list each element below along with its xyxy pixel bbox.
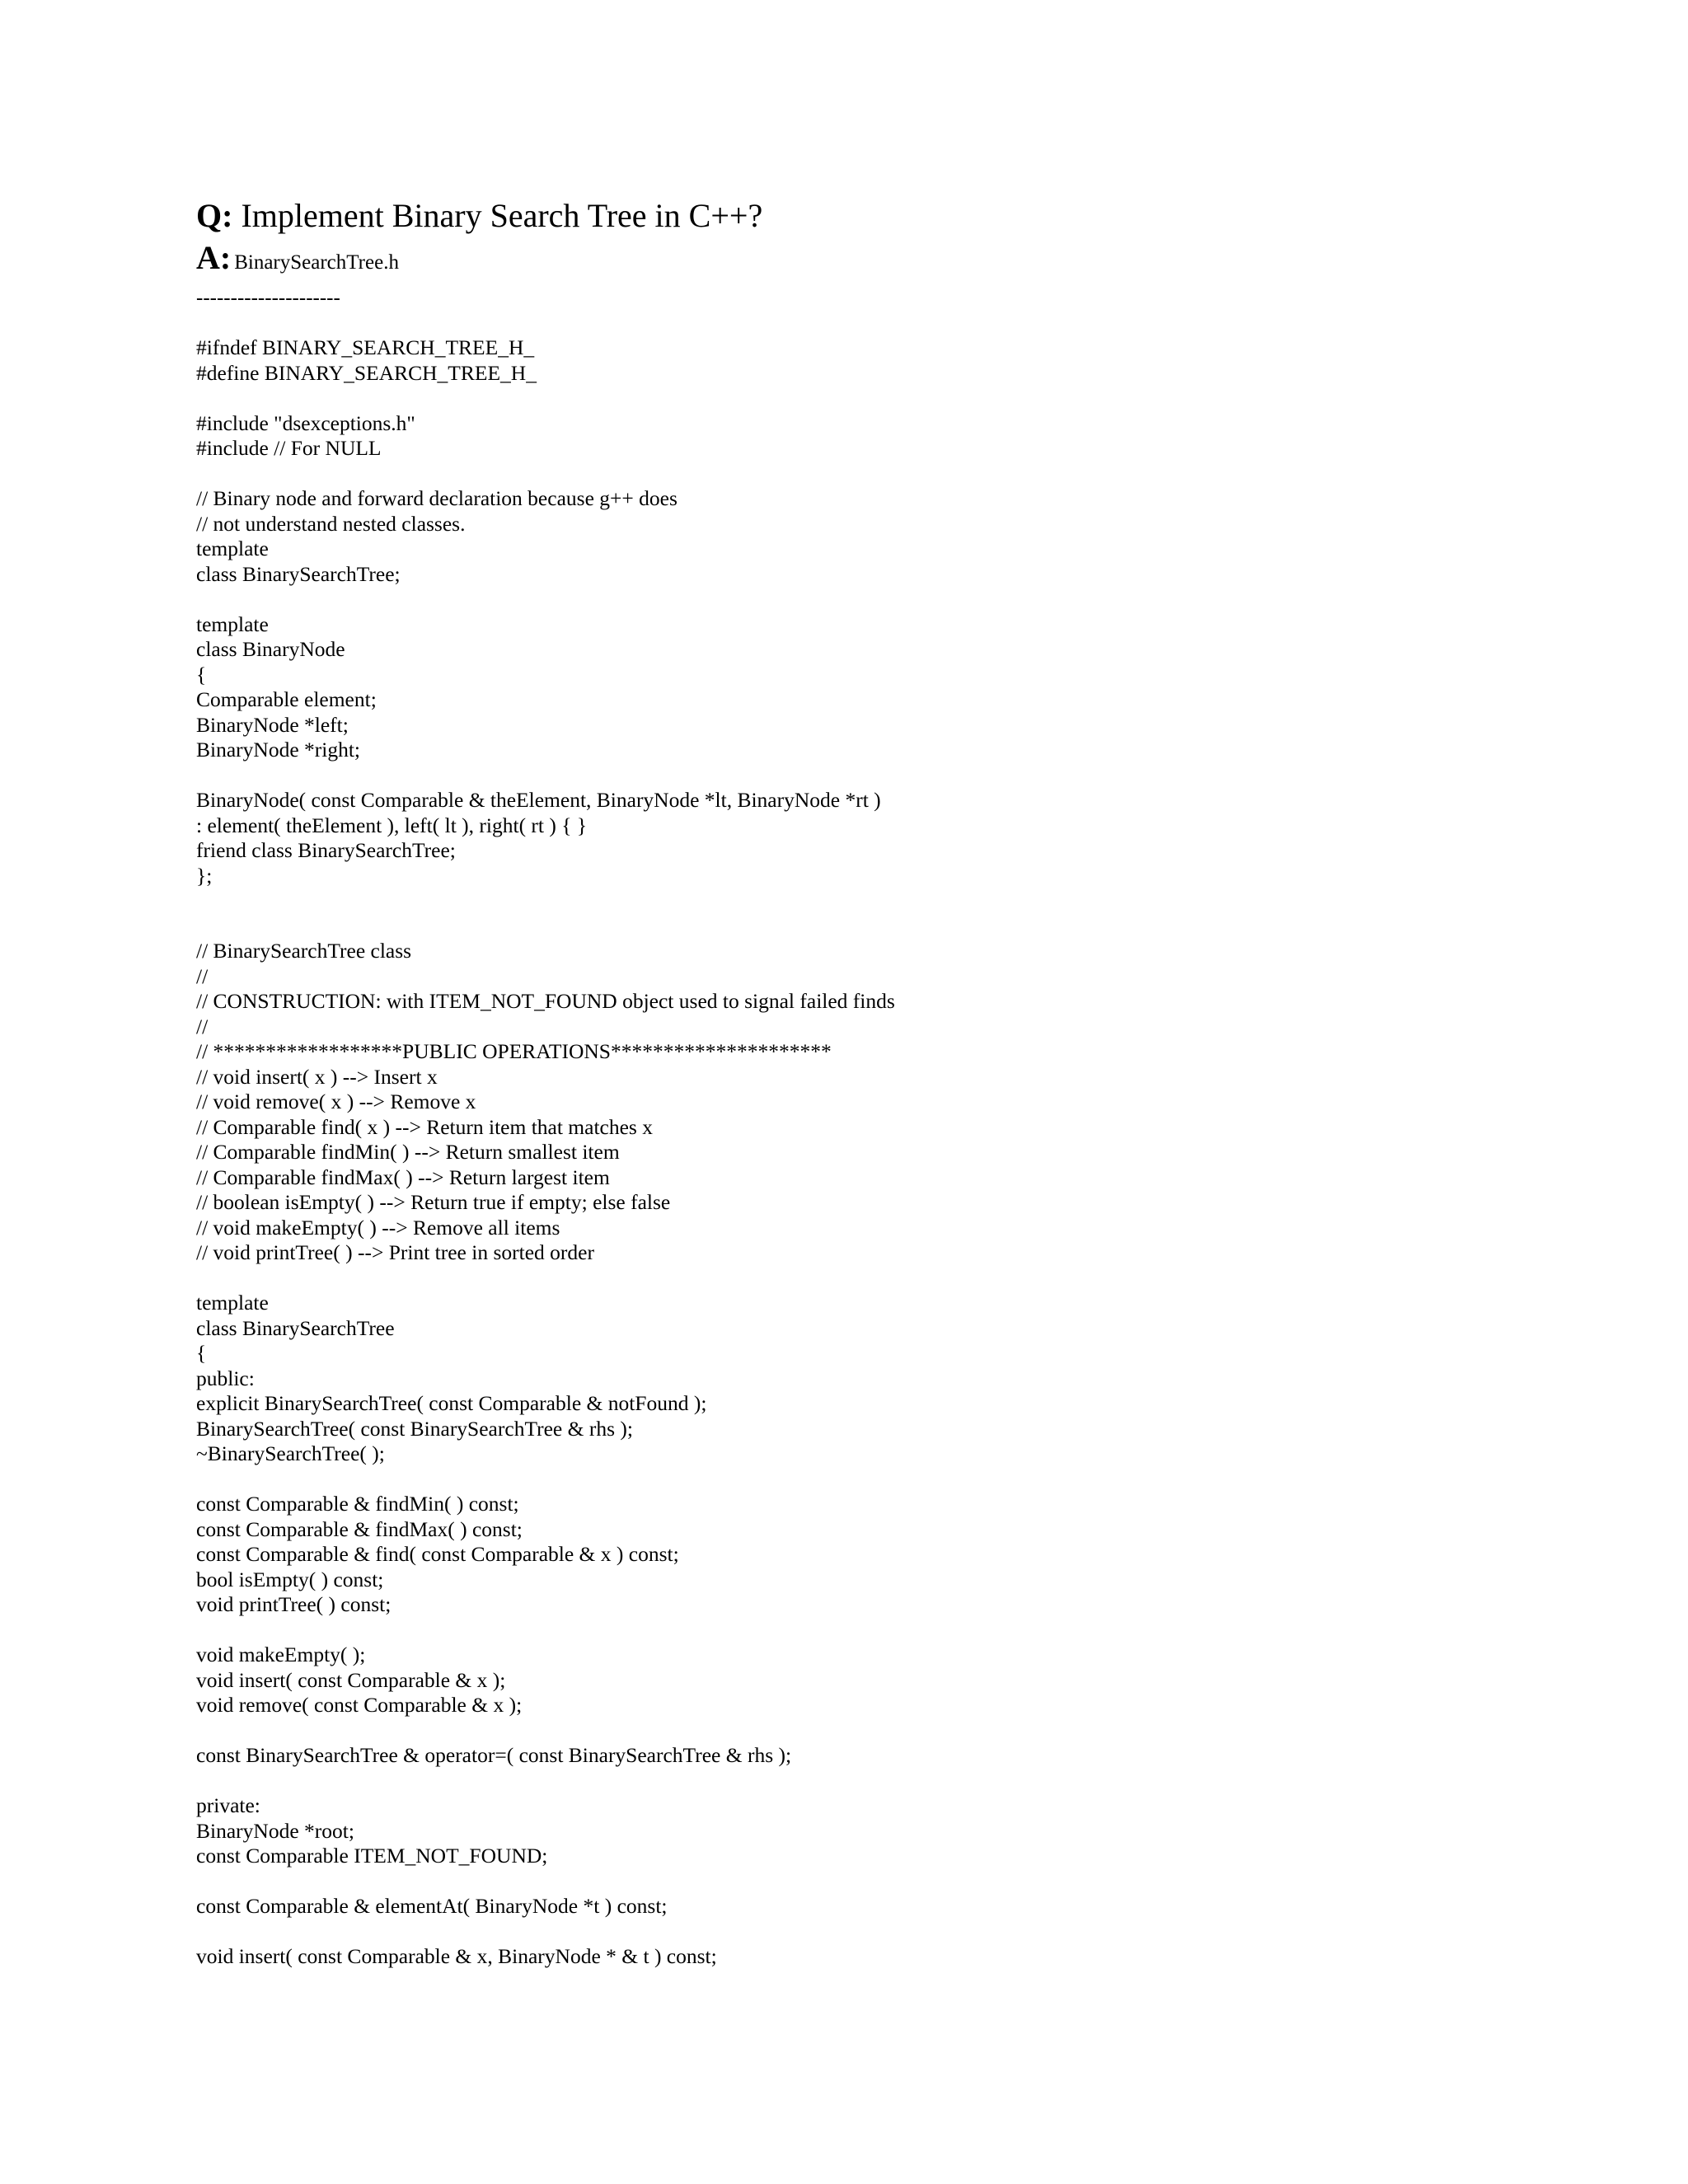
code-line: BinaryNode *left; — [196, 712, 349, 737]
code-line: BinaryNode *right; — [196, 738, 361, 762]
code-line: class BinaryNode — [196, 637, 345, 661]
code-line: const Comparable & findMax( ) const; — [196, 1516, 523, 1541]
question-text: Implement Binary Search Tree in C++? — [232, 197, 763, 234]
code-line: class BinarySearchTree; — [196, 561, 401, 586]
code-line: void insert( const Comparable & x ); — [196, 1667, 506, 1692]
code-block — [196, 335, 1597, 1970]
code-line — [196, 888, 1597, 914]
code-line — [196, 914, 1597, 940]
code-line: // boolean isEmpty( ) --> Return true if empty; else false — [196, 1190, 671, 1214]
question-heading — [196, 194, 1597, 237]
code-line: #define BINARY_SEARCH_TREE_H_ — [196, 360, 537, 385]
code-line — [196, 1919, 1597, 1945]
code-line: // void makeEmpty( ) --> Remove all items — [196, 1215, 560, 1240]
code-line — [196, 763, 1597, 789]
code-line: // — [196, 963, 209, 988]
code-line: BinarySearchTree( const BinarySearchTree & rhs ); — [196, 1416, 633, 1441]
code-line: void remove( const Comparable & x ); — [196, 1693, 523, 1717]
separator-line: --------------------- — [196, 287, 340, 309]
code-line — [196, 1467, 1597, 1493]
code-line: #ifndef BINARY_SEARCH_TREE_H_ — [196, 335, 535, 359]
code-line: { — [196, 662, 207, 687]
code-line: : element( theElement ), left( lt ), right( rt ) { } — [196, 813, 588, 837]
code-line: // not understand nested classes. — [196, 511, 466, 536]
code-line: const Comparable & elementAt( BinaryNode *t ) const; — [196, 1894, 668, 1918]
code-line: const Comparable & findMin( ) const; — [196, 1492, 519, 1516]
answer-heading — [196, 237, 1597, 286]
code-line — [196, 1718, 1597, 1744]
code-line — [196, 462, 1597, 487]
code-line: // Comparable findMax( ) --> Return largest item — [196, 1165, 610, 1189]
code-line: friend class BinarySearchTree; — [196, 838, 456, 862]
code-line: Comparable element; — [196, 687, 377, 711]
code-line — [196, 587, 1597, 612]
code-line: // Comparable find( x ) --> Return item that matches x — [196, 1114, 653, 1139]
code-line: ~BinarySearchTree( ); — [196, 1441, 385, 1465]
code-line — [196, 386, 1597, 411]
code-line: // — [196, 1014, 209, 1038]
code-line: void printTree( ) const; — [196, 1592, 392, 1616]
code-line: template — [196, 612, 269, 636]
code-line: template — [196, 1291, 269, 1315]
code-line: const BinarySearchTree & operator=( const BinarySearchTree & rhs ); — [196, 1743, 792, 1767]
code-line: // Comparable findMin( ) --> Return smallest item — [196, 1140, 620, 1164]
code-line: // Binary node and forward declaration because g++ does — [196, 486, 678, 510]
code-line — [196, 1769, 1597, 1794]
code-line: // void insert( x ) --> Insert x — [196, 1064, 438, 1089]
code-line: // CONSTRUCTION: with ITEM_NOT_FOUND object used to signal failed finds — [196, 989, 895, 1013]
code-line: public: — [196, 1366, 255, 1390]
code-line — [196, 1618, 1597, 1643]
code-line: explicit BinarySearchTree( const Comparable & notFound ); — [196, 1391, 707, 1415]
code-line: #include // For NULL — [196, 436, 382, 460]
question-label: Q: — [196, 197, 233, 234]
code-line: const Comparable & find( const Comparable & x ) const; — [196, 1542, 679, 1566]
code-line: // void printTree( ) --> Print tree in sorted order — [196, 1240, 594, 1264]
code-line: // ******************PUBLIC OPERATIONS********************* — [196, 1039, 832, 1063]
answer-filename: BinarySearchTree.h — [234, 251, 399, 274]
code-line — [196, 1869, 1597, 1895]
code-line: void makeEmpty( ); — [196, 1643, 366, 1666]
code-line: void insert( const Comparable & x, BinaryNode * & t ) const; — [196, 1944, 717, 1968]
code-line: BinaryNode( const Comparable & theElement, BinaryNode *lt, BinaryNode *rt ) — [196, 788, 881, 812]
code-line — [196, 1266, 1597, 1291]
code-line: { — [196, 1341, 207, 1365]
code-line: const Comparable ITEM_NOT_FOUND; — [196, 1844, 548, 1868]
code-line: bool isEmpty( ) const; — [196, 1567, 384, 1591]
code-line: BinaryNode *root; — [196, 1818, 354, 1843]
code-line: }; — [196, 863, 213, 888]
code-line: // void remove( x ) --> Remove x — [196, 1090, 476, 1113]
document-page — [196, 194, 1597, 1970]
code-line: class BinarySearchTree — [196, 1315, 395, 1340]
code-line: #include "dsexceptions.h" — [196, 410, 415, 435]
code-line: template — [196, 537, 269, 560]
answer-label: A: — [196, 239, 232, 276]
code-line: private: — [196, 1793, 260, 1817]
code-line: // BinarySearchTree class — [196, 939, 412, 963]
